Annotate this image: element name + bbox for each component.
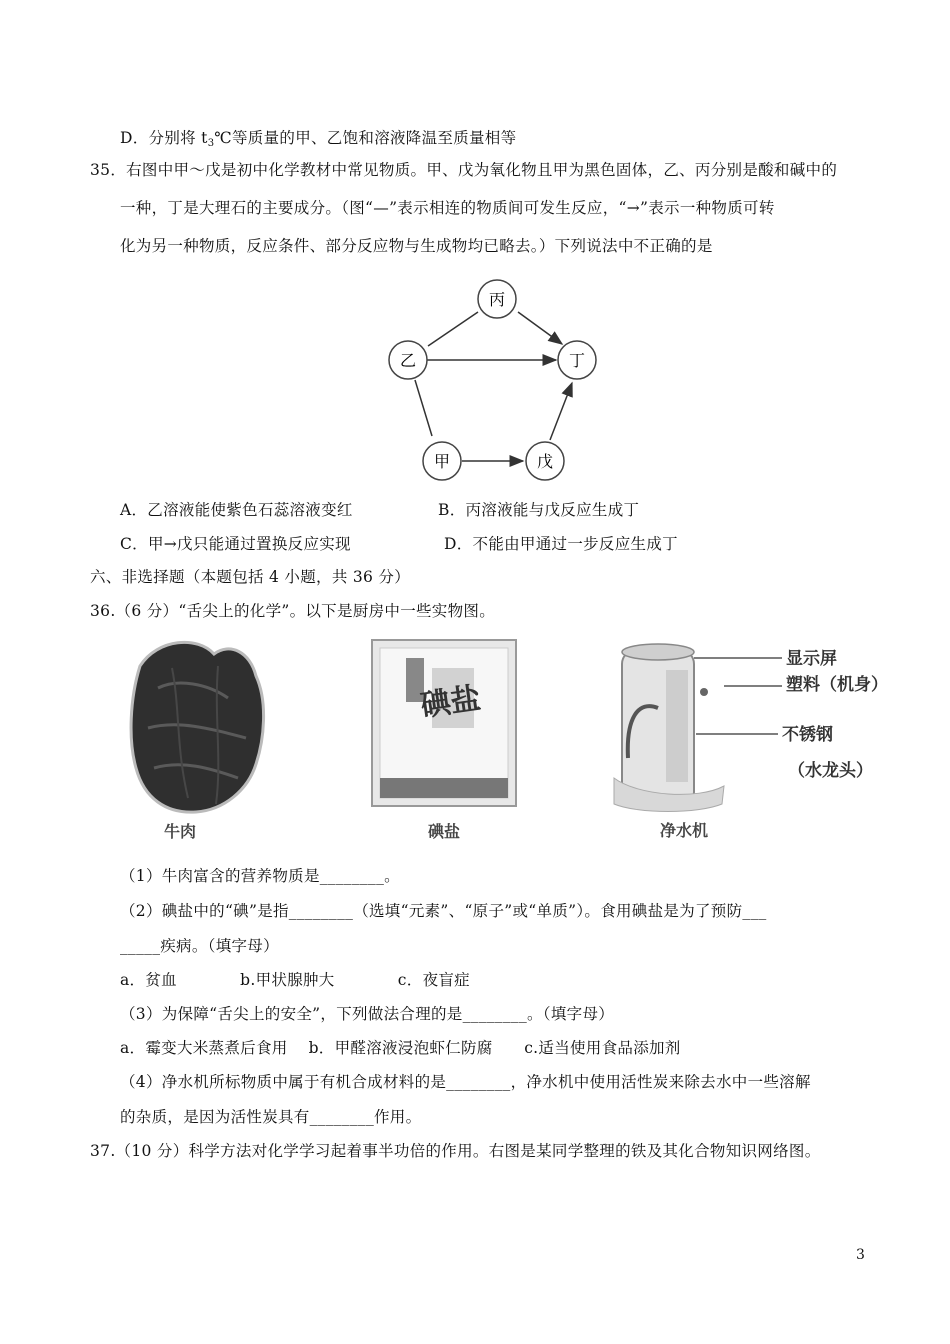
beef-photo (131, 642, 264, 841)
edge-yi-bing (428, 312, 478, 346)
q34-option-d-text: D．分别将 t (120, 129, 208, 147)
q34-option-d (120, 128, 516, 154)
section-6-heading: 六、非选择题（本题包括 4 小题，共 36 分） (90, 568, 410, 586)
q36-part-3-options: a．霉变大米蒸煮后食用 b．甲醛溶液浸泡虾仁防腐 c.适当使用食品添加剂 (120, 1039, 681, 1057)
q35-option-c: C．甲→戊只能通过置换反应实现 (120, 535, 351, 553)
q35-stem-line-3: 化为另一种物质，反应条件、部分反应物与生成物均已略去。）下列说法中不正确的是 (120, 237, 713, 255)
callout-screen: 显示屏 (786, 649, 837, 669)
q36-part-1: （1）牛肉富含的营养物质是________。 (120, 867, 400, 885)
purifier-label: 净水机 (659, 821, 709, 840)
node-yi-label: 乙 (399, 351, 417, 370)
q36-photo-strip (118, 628, 908, 850)
node-yi (389, 341, 427, 379)
q36-part-2-options: a．贫血 b.甲状腺肿大 c．夜盲症 (120, 971, 470, 989)
edge-bing-ding (518, 312, 562, 344)
q36-part-4-line-1: （4）净水机所标物质中属于有机合成材料的是________，净水机中使用活性炭来除去水中一些溶解 (120, 1073, 811, 1091)
q35-relation-diagram (370, 270, 620, 490)
salt-package-photo (372, 640, 516, 841)
q36-stem: 36.（6 分）“舌尖上的化学”。以下是厨房中一些实物图。 (90, 602, 495, 620)
callout-plastic-body: 塑料（机身） (786, 675, 888, 695)
water-purifier-photo (614, 644, 888, 840)
q35-stem-line-2: 一种，丁是大理石的主要成分。（图“—”表示相连的物质间可发生反应，“→”表示一种物质可转 (120, 199, 775, 217)
page-number: 3 (856, 1247, 865, 1263)
node-wu (526, 442, 564, 480)
callout-stainless-steel: 不锈钢 (782, 725, 833, 745)
q34-option-d-text-rest: ℃等质量的甲、乙饱和溶液降温至质量相等 (214, 129, 517, 147)
node-ding-label: 丁 (568, 351, 586, 370)
node-bing-label: 丙 (488, 290, 506, 309)
salt-package-text: 碘盐 (418, 681, 483, 725)
q37-stem: 37.（10 分）科学方法对化学学习起着事半功倍的作用。右图是某同学整理的铁及其化合物知识网络图。 (90, 1142, 821, 1160)
q35-option-d: D．不能由甲通过一步反应生成丁 (444, 535, 678, 553)
salt-label: 碘盐 (427, 822, 461, 841)
edge-yi-jia (415, 380, 432, 436)
q35-stem-line-1: 35．右图中甲～戊是初中化学教材中常见物质。甲、戊为氧化物且甲为黑色固体，乙、丙分别是酸和碱中的 (90, 161, 838, 179)
node-wu-label: 戊 (536, 452, 554, 471)
node-bing (478, 280, 516, 318)
q36-part-2-line-2: _____疾病。（填字母） (120, 937, 279, 955)
q35-option-b: B．丙溶液能与戊反应生成丁 (438, 501, 640, 519)
q36-part-3: （3）为保障“舌尖上的安全”，下列做法合理的是________。（填字母） (120, 1005, 615, 1023)
beef-label: 牛肉 (163, 822, 197, 841)
q36-part-2-line-1: （2）碘盐中的“碘”是指________（选填“元素”、“原子”或“单质”）。食用碘盐是为了预防___ (120, 902, 767, 920)
node-ding (558, 341, 596, 379)
q35-option-a: A．乙溶液能使紫色石蕊溶液变红 (120, 501, 353, 519)
q36-part-4-line-2: 的杂质，是因为活性炭具有________作用。 (120, 1108, 422, 1126)
edge-wu-ding (550, 383, 572, 440)
q34-option-d-subscript: 3 (207, 138, 215, 149)
callout-faucet: （水龙头） (788, 761, 873, 781)
node-jia-label: 甲 (433, 452, 451, 471)
node-jia (423, 442, 461, 480)
